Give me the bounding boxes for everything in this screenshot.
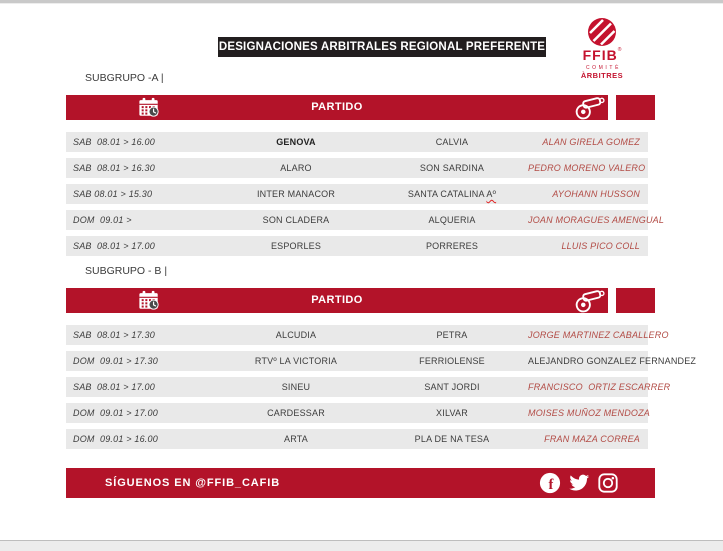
match-row [66,325,669,345]
match-datetime: SAB 08.01 > 16.30 [73,163,155,173]
match-datetime: DOM 09.01 > 17.00 [73,408,158,418]
home-team: ARTA [284,434,308,444]
partido-header-label: PARTIDO [311,101,363,113]
away-team: SANT JORDI [424,382,480,392]
logo-arbitres-label: ÀRBITRES [580,71,624,80]
away-team: PLA DE NA TESA [414,434,490,444]
match-datetime: SAB 08.01 > 17.30 [73,330,155,340]
referee-name: FRANCISCO ORTIZ ESCARRER [528,382,671,392]
partido-header-label: PARTIDO [311,294,363,306]
subgroup-section [66,265,697,455]
header-bar-end-block [616,95,655,120]
home-team: CARDESSAR [267,408,325,418]
match-datetime: DOM 09.01 > 16.00 [73,434,158,444]
away-team: FERRIOLENSE [419,356,485,366]
page-title: DESIGNACIONES ARBITRALES REGIONAL PREFERENTE [218,37,546,57]
whistle-icon [572,95,606,120]
partido-header-bar [66,288,608,313]
partido-header-bar [66,95,608,120]
match-datetime: SAB 08.01 > 17.00 [73,241,155,251]
instagram-icon[interactable] [597,472,619,494]
match-datetime: SAB 08.01 > 17.00 [73,382,155,392]
match-row [66,429,648,449]
away-team: SON SARDINA [419,163,485,173]
match-row [66,158,648,178]
home-team: ESPORLES [270,241,322,251]
whistle-icon [572,288,606,313]
away-team: CALVIA [435,137,469,147]
match-rows [66,132,665,256]
subgroup-section [66,72,665,262]
match-datetime: SAB 08.01 > 15.30 [73,189,153,199]
follow-us-label: SÍGUENOS EN @FFIB_CAFIB [105,477,281,489]
referee-name: PEDRO MORENO VALERO [528,163,646,173]
referee-name: ALEJANDRO GONZALEZ FERNANDEZ [528,356,697,366]
match-row [66,377,671,397]
away-team: SANTA CATALINA Aº [407,189,497,199]
referee-name: ALAN GIRELA GOMEZ [542,137,640,147]
away-team: ALQUERIA [428,215,476,225]
referee-name: MOISES MUÑOZ MENDOZA [528,408,651,418]
match-datetime: DOM 09.01 > [73,215,132,225]
logo-mark: ® [617,47,622,53]
ffib-ball-icon [587,17,617,47]
ffib-logo [576,17,628,80]
twitter-icon[interactable] [568,472,590,494]
home-team: ALARO [280,163,312,173]
match-row [66,351,697,371]
subgroup-label: SUBGRUPO -A | [85,72,164,84]
home-team: RTVº LA VICTORIA [254,356,338,366]
referee-name: AYOHANN HUSSON [552,189,640,199]
home-team: GENOVA [276,137,316,147]
match-rows [66,325,697,449]
match-datetime: SAB 08.01 > 16.00 [73,137,155,147]
match-row [66,184,648,204]
logo-name: FFIB [582,47,618,63]
referee-name: JOAN MORAGUES AMENGUAL [528,215,665,225]
subgroup-label: SUBGRUPO - B | [85,265,168,277]
home-team: SINEU [281,382,311,392]
social-icons [539,472,655,494]
referee-name: FRAN MAZA CORREA [544,434,640,444]
referee-name: LLUIS PICO COLL [561,241,640,251]
match-row [66,210,665,230]
header-bar-end-block [616,288,655,313]
window-top-edge [0,0,723,4]
match-row [66,403,651,423]
away-team: XILVAR [436,408,468,418]
home-team: ALCUDIA [275,330,317,340]
home-team: INTER MANACOR [256,189,336,199]
away-team: PETRA [436,330,468,340]
match-row [66,132,648,152]
facebook-icon[interactable] [539,472,561,494]
match-datetime: DOM 09.01 > 17.30 [73,356,158,366]
match-row [66,236,648,256]
svg-text:f: f [548,476,554,493]
footer-bar [66,468,655,498]
window-bottom-edge [0,540,723,551]
home-team: SON CLADERA [262,215,330,225]
away-team: PORRERES [425,241,479,251]
referee-name: JORGE MARTINEZ CABALLERO [528,330,669,340]
logo-comite-label: COMITÈ [585,65,622,71]
